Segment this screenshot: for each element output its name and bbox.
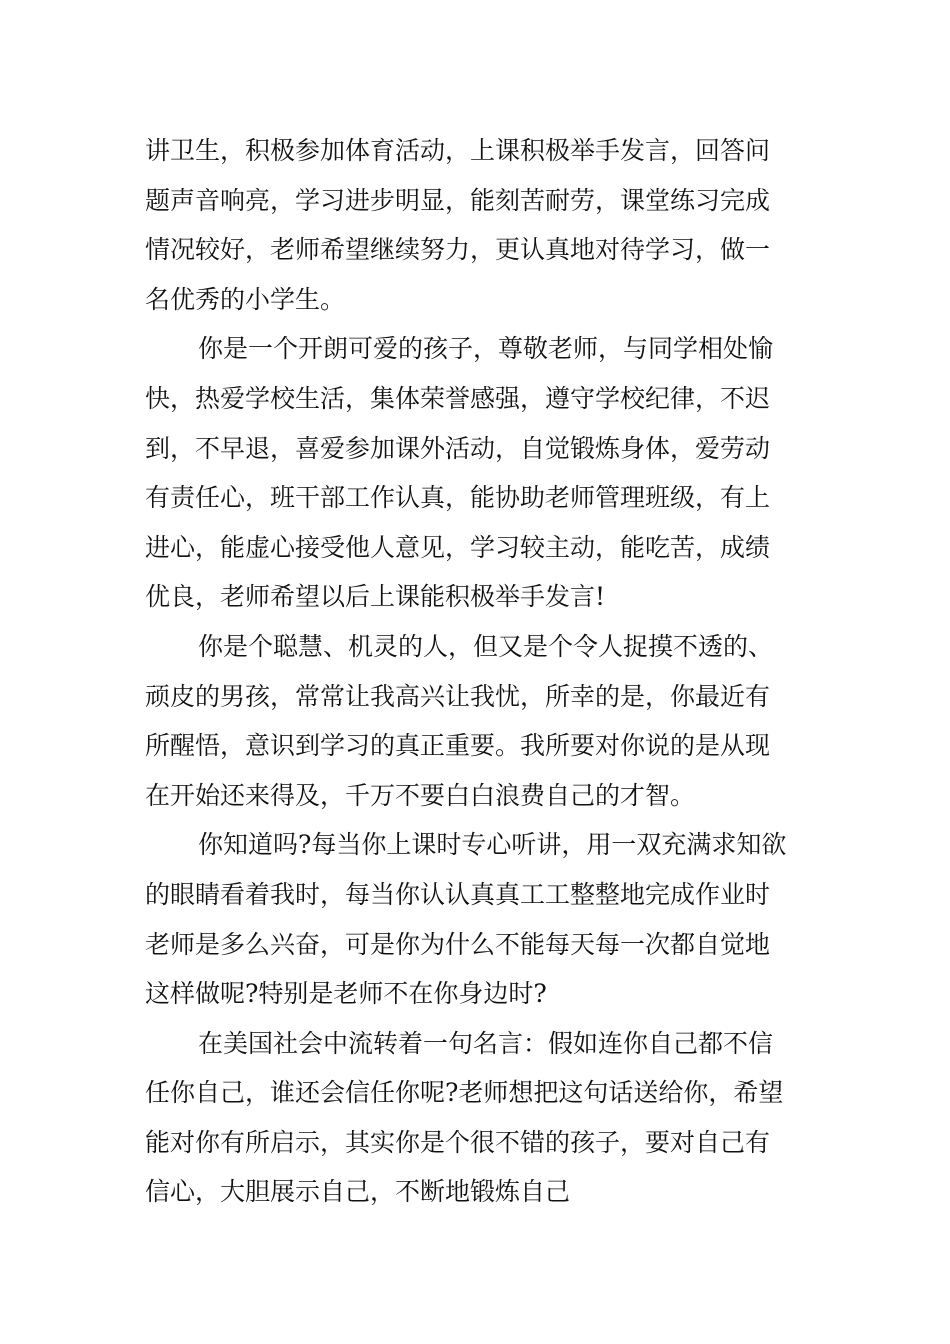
text-line: 在开始还来得及，千万不要白白浪费自己的才智。 [145,780,696,810]
text-line: 信心，大胆展示自己，不断地锻炼自己 [145,1177,571,1207]
paragraph [145,324,810,622]
text-line: 这样做呢?特别是老师不在你身边时? [145,979,547,1009]
paragraph [145,622,810,820]
text-line: 到，不早退，喜爱参加课外活动，自觉锻炼身体，爱劳动 [145,433,771,463]
paragraph [145,820,810,1018]
text-line: 情况较好，老师希望继续努力，更认真地对待学习，做一 [145,235,771,265]
text-line: 老师是多么兴奋，可是你为什么不能每天每一次都自觉地 [145,929,771,959]
text-line: 你是个聪慧、机灵的人，但又是个令人捉摸不透的、 [198,631,774,661]
text-line: 能对你有所启示，其实你是个很不错的孩子，要对自己有 [145,1127,771,1157]
text-line: 所醒悟，意识到学习的真正重要。我所要对你说的是从现 [145,731,771,761]
text-line: 有责任心，班干部工作认真，能协助老师管理班级，有上 [145,483,771,513]
text-line: 题声音响亮，学习进步明显，能刻苦耐劳，课堂练习完成 [145,185,771,215]
document-body [145,126,810,1217]
paragraph [145,1019,810,1217]
text-line: 进心，能虚心接受他人意见，学习较主动，能吃苦，成绩 [145,532,771,562]
text-line: 讲卫生，积极参加体育活动，上课积极举手发言，回答问 [145,136,771,165]
text-line: 你是一个开朗可爱的孩子，尊敬老师，与同学相处愉 [198,334,774,364]
text-line: 快，热爱学校生活，集体荣誉感强，遵守学校纪律，不迟 [145,383,771,413]
text-line: 名优秀的小学生。 [145,284,346,314]
text-line: 优良，老师希望以后上课能积极举手发言! [145,582,606,612]
text-line: 你知道吗?每当你上课时专心听讲，用一双充满求知欲 [198,830,787,860]
text-line: 任你自己，谁还会信任你呢?老师想把这句话送给你，希望 [145,1078,784,1108]
text-line: 顽皮的男孩，常常让我高兴让我忧，所幸的是，你最近有 [145,681,771,711]
text-line: 在美国社会中流转着一句名言：假如连你自己都不信 [198,1028,774,1058]
paragraph [145,126,810,324]
text-line: 的眼睛看着我时，每当你认认真真工工整整地完成作业时 [145,879,771,909]
